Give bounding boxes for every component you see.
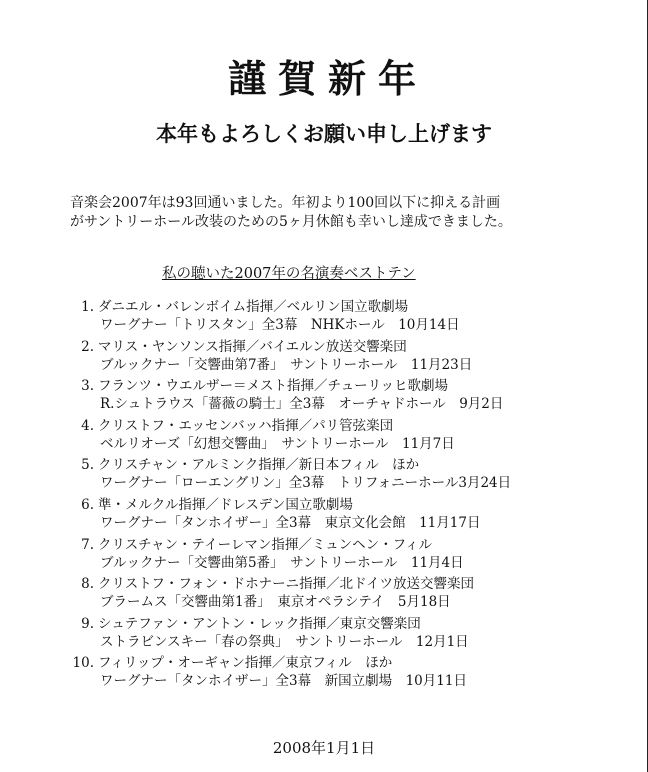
item-performer: クリストフ・エッセンバッハ指揮／パリ管弦楽団 [98,417,394,434]
item-program: ワーグナー「タンホイザー」全3幕 東京文化会館 11月17日 [100,514,481,531]
item-number: 9. [81,615,94,632]
item-number: 7. [81,536,94,553]
list-item [56,377,636,417]
item-performer: シュテファン・アントン・レック指揮／東京交響楽団 [98,615,421,632]
list-item [56,575,636,615]
list-item [56,615,636,655]
list-item [56,298,636,338]
intro-paragraph [70,194,630,232]
item-program: ワーグナー「タンホイザー」全3幕 新国立劇場 10月11日 [100,673,467,690]
item-number: 8. [81,576,94,593]
list-item [56,536,636,576]
item-performer: フランツ・ウエルザー＝メスト指揮／チューリッヒ歌劇場 [98,378,449,395]
greeting-subtitle: 本年もよろしくお願い申し上げます [156,121,492,146]
item-performer: クリスチャン・テイーレマン指揮／ミュンヘン・フィル [98,536,432,553]
list-item [56,338,636,378]
intro-line: がサントリーホール改装のための5ヶ月休館も幸いし達成できました。 [70,214,512,230]
list-item [56,654,636,694]
item-number: 5. [81,457,94,474]
item-program: ストラビンスキー「春の祭典」 サントリーホール 12月1日 [100,633,469,650]
list-item [56,456,636,496]
item-program: ブルックナー「交響曲第5番」 サントリーホール 11月4日 [100,554,464,571]
item-performer: マリス・ヤンソンス指揮／バイエルン放送交響楽団 [98,338,407,355]
item-number: 1. [81,299,94,315]
item-performer: クリスチャン・アルミンク指揮／新日本フィル ほか [98,457,420,474]
item-performer: クリストフ・フォン・ドホナーニ指揮／北ドイツ放送交響楽団 [98,576,474,593]
item-program: ワーグナー「トリスタン」全3幕 NHKホール 10月14日 [100,317,460,333]
item-performer: フィリップ・オーギャン指揮／東京フィル ほか [98,655,393,672]
item-number: 10. [72,655,94,672]
item-program: R.シュトラウス「薔薇の騎士」全3幕 オーチャドホール 9月2日 [100,396,504,413]
greeting-title: 謹賀新年 [227,56,428,101]
item-program: ブラームス「交響曲第1番」 東京オペラシテイ 5月18日 [100,594,451,611]
list-item [56,496,636,536]
item-number: 6. [81,496,94,513]
item-number: 2. [81,338,94,355]
item-performer: 準・メルクル指揮／ドレスデン国立歌劇場 [98,496,353,513]
item-program: ブルックナー「交響曲第7番」 サントリーホール 11月23日 [100,356,473,373]
item-performer: ダニエル・バレンボイム指揮／ベルリン国立歌劇場 [98,299,409,315]
list-item [56,417,636,457]
best-ten-heading: 私の聴いた2007年の名演奏ベストテン [162,266,416,282]
item-number: 3. [81,378,94,395]
document-date: 2008年1月1日 [272,739,376,757]
best-ten-list [56,298,636,694]
item-program: ワーグナー「ローエングリン」全3幕 トリフォニーホール3月24日 [100,475,512,492]
item-number: 4. [81,417,94,434]
intro-line: 音楽会2007年は93回通いました。年初より100回以下に抑える計画 [70,195,501,211]
item-program: ベルリオーズ「幻想交響曲」 サントリーホール 11月7日 [100,435,455,452]
